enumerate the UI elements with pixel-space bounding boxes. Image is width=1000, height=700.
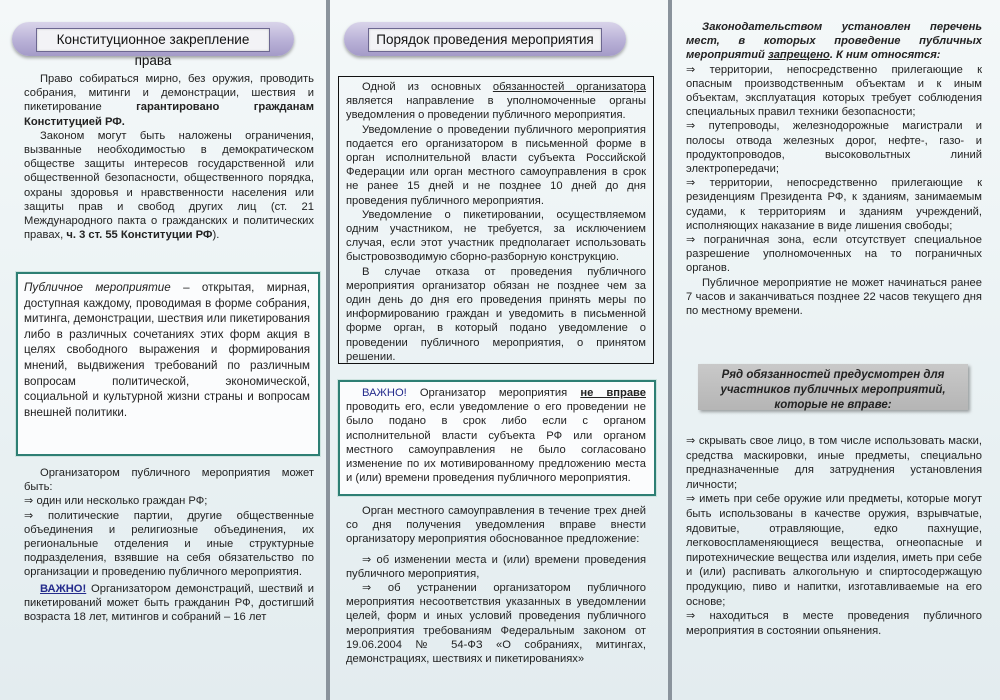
notification-text <box>346 80 646 364</box>
duties-header: Ряд обязанностей предусмотрен для участников публичных мероприятий, которые не вправе: <box>698 364 968 410</box>
restricted-places-section <box>686 20 982 318</box>
restricted-intro-end: . К ним относятся: <box>829 49 941 62</box>
organizer-item: ⇒ политические партии, другие общественные объединения и религиозные объединения, их региональные отделения и иные структурные подразделения, взявшие на себя обязательство по организации и проведению публичного мероприятия. <box>24 509 314 579</box>
restricted-place-item: ⇒ пограничная зона, если отсутствует специальное разрешение уполномоченных на то пограничных органов. <box>686 234 982 275</box>
important-text: Организатор мероприятия <box>406 387 581 399</box>
definition-body: – открытая, мирная, доступная каждому, проводимая в форме собрания, митинга, демонстрации, шествия или пикетирования либо в различных сочетаниях этих форм акция в целях свободного выражения и формирования мнений, выдвижения требований по различным вопросам политической, экономической, социальной и культурной жизни страны и вопросам внешней политики. <box>24 281 310 419</box>
restricted-place-item: ⇒ территории, непосредственно прилегающие к опасным производственным объектам и к иным объектам, эксплуатация которых требует соблюдения специальных правил техники безопасности; <box>686 63 982 119</box>
limits-text: Законом могут быть наложены ограничения, вызванные необходимостью в демократическом обществе защиты интересов государственной или общественной безопасности, общественного порядка, охраны здоровья и нравственности населения или защиты прав и свобод других лиц (ст. 21 Международного пакта о гражданских и политических правах, <box>24 129 314 242</box>
duty-item: ⇒ скрывать свое лицо, в том числе использовать маски, средства маскировки, иные предметы, специально предназначенные для затруднения установления личности; <box>686 435 982 491</box>
important-text-end: проводить его, если уведомление о его проведении не было подано в срок либо если с органом исполнительной власти субъекта РФ или органом местного самоуправления не было согласовано изменение по их мотивированному предложению места и (или) времени проведения публичного мероприятия. <box>346 401 646 485</box>
duty-text-end: является направление в уполномоченные органы уведомления о проведении публичного мероприятия. <box>346 95 646 122</box>
proposal-item: ⇒ об устранении организатором публичного мероприятия несоответствия указанных в уведомлении целей, форм и иных условий проведения публичного мероприятия требованиям Федеральным законом от 19.06.2004 № 54-ФЗ «О собраниях, митингах, демонстрациях, шествиях и пикетированиях» <box>346 582 646 666</box>
organizer-intro: Организатором публичного мероприятия может быть: <box>24 467 314 494</box>
duty-underlined: обязанностей организатора <box>492 81 646 93</box>
important-label: ВАЖНО! <box>40 582 87 595</box>
duty-item: ⇒ находиться в месте проведения публичного мероприятия в состоянии опьянения. <box>686 610 982 637</box>
cancellation-paragraph: В случае отказа от проведения публичного мероприятия организатор обязан не позднее чем за один день до дня его проведения принять меры по информированию граждан и уведомить в письменной форме орган, в который подано уведомление о проведении публичного мероприятия, о принятом решении. <box>346 265 646 363</box>
middle-panel <box>330 0 668 700</box>
section-header-procedure <box>344 22 626 56</box>
definition-text <box>24 280 310 420</box>
section-header-label: Конституционное закрепление права <box>36 28 270 52</box>
important-underlined: не вправе <box>580 387 646 399</box>
duty-item: ⇒ иметь при себе оружие или предметы, которые могут быть использованы в качестве оружия, взрывчатые, ядовитые, отравляющие, едко пахнущие, легковоспламеняющиеся вещества, огнеопасные и пиротехнические вещества или изделия, иметь при себе и (или) распивать алкогольную и спиртосодержащую продукцию, пиво и напитки, изготавливаемые на его основе; <box>686 493 982 608</box>
restricted-intro: Законодательством установлен перечень мест, в которых проведение публичных мероприятий <box>686 21 982 62</box>
restricted-place-item: ⇒ территории, непосредственно прилегающие к резиденциям Президента РФ, к зданиям, занимаемым судами, к территориям и зданиям учреждений, исполняющих наказание в виде лишения свободы; <box>686 177 982 232</box>
restricted-place-item: ⇒ путепроводы, железнодорожные магистрали и полосы отвода железных дорог, нефте-, газо- и продуктопроводов, высоковольтных линий электропередачи; <box>686 120 982 176</box>
time-limit-paragraph: Публичное мероприятие не может начинаться ранее 7 часов и заканчиваться позднее 22 часов текущего дня по местному времени. <box>686 276 982 318</box>
proposal-item: ⇒ об изменении места и (или) времени проведения публичного мероприятия, <box>346 553 646 580</box>
restricted-underlined: запрещено <box>767 49 830 62</box>
right-panel <box>672 0 1000 700</box>
duty-text: Одной из основных <box>362 81 493 93</box>
organizer-section <box>24 466 314 624</box>
important-text: Организатором демонстраций, шествий и пикетирований может быть гражданин РФ, достигший возраста 18 лет, митингов и собраний – 16 лет <box>24 582 314 624</box>
left-panel <box>0 0 326 700</box>
section-header-label: Порядок проведения мероприятия <box>368 28 602 52</box>
section-header-rights <box>12 22 294 68</box>
picketing-paragraph: Уведомление о пикетировании, осуществляемом одним участником, не требуется, за исключением случая, если этот участник предполагает использовать быстровозводимую сборно-разборную конструкцию. <box>346 208 646 264</box>
local-government-paragraph: Орган местного самоуправления в течение трех дней со дня получения уведомления вправе внести организатору мероприятия обоснованное предложение: <box>346 505 646 546</box>
important-label: ВАЖНО! <box>362 387 407 399</box>
local-government-section <box>346 504 646 666</box>
limits-end: ). <box>212 229 220 242</box>
organizer-item: ⇒ один или несколько граждан РФ; <box>24 495 208 508</box>
duties-list <box>686 434 982 638</box>
definition-term: Публичное мероприятие <box>24 281 171 294</box>
intro-text: Право собираться мирно, без оружия, проводить собрания, митинги и демонстрации, шествия и пикетирование <box>24 73 314 114</box>
rights-intro <box>24 72 314 242</box>
notification-paragraph: Уведомление о проведении публичного мероприятия подается его организатором в письменной форме в орган исполнительной власти субъекта Российской Федерации или орган местного самоуправления в срок не ранее 15 дней и не позднее 10 дней до дня проведения публичного мероприятия. <box>346 123 646 207</box>
important-text-block <box>346 386 646 485</box>
limits-reference: ч. 3 ст. 55 Конституции РФ <box>66 229 213 242</box>
intro-emphasis: гарантировано гражданам Конституцией РФ. <box>24 101 314 128</box>
